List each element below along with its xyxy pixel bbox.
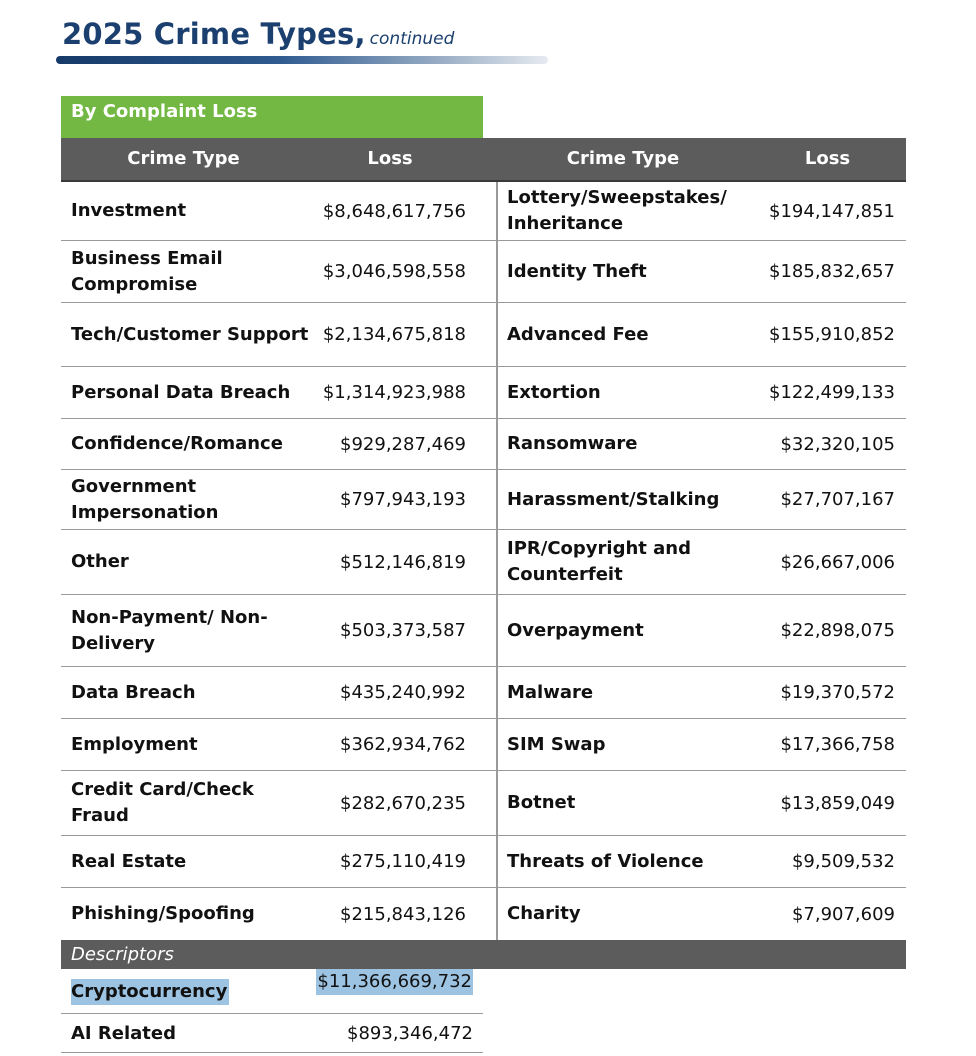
- loss-cell: $32,320,105: [780, 433, 895, 455]
- loss-cell: $2,134,675,818: [322, 324, 466, 345]
- descriptor-name: Cryptocurrency: [71, 979, 229, 1005]
- table-row: [61, 888, 906, 940]
- table-row: [61, 241, 906, 303]
- loss-cell: $512,146,819: [340, 551, 466, 573]
- crime-type-cell: Business Email Compromise: [71, 247, 223, 295]
- table-row: [61, 836, 906, 888]
- loss-cell: $17,366,758: [780, 734, 895, 755]
- descriptor-name: AI Related: [71, 1023, 176, 1044]
- table-row: [61, 595, 906, 667]
- table-row: [61, 771, 906, 836]
- loss-cell: $929,287,469: [340, 433, 466, 455]
- page-title: [62, 17, 454, 51]
- loss-cell: $362,934,762: [340, 734, 466, 755]
- table-row: [61, 419, 906, 470]
- crime-type-cell: IPR/Copyright and Counterfeit: [507, 538, 691, 585]
- crime-type-cell: Investment: [71, 200, 187, 221]
- loss-cell: $1,314,923,988: [322, 382, 466, 403]
- table-header: [61, 138, 906, 182]
- crime-type-cell: Lottery/Sweepstakes/ Inheritance: [507, 187, 727, 234]
- loss-cell: $503,373,587: [340, 620, 466, 641]
- header-loss-right: Loss: [804, 148, 851, 169]
- table-row: [61, 470, 906, 530]
- section-label: By Complaint Loss: [61, 96, 483, 138]
- loss-cell: $194,147,851: [769, 200, 895, 222]
- descriptor-row: [61, 1014, 483, 1053]
- crime-type-cell: Employment: [71, 733, 198, 755]
- crime-type-cell: Ransomware: [507, 433, 638, 454]
- loss-cell: $27,707,167: [780, 489, 895, 510]
- loss-cell: $22,898,075: [780, 620, 895, 641]
- header-loss-left: Loss: [367, 148, 413, 169]
- crime-type-cell: Advanced Fee: [507, 323, 649, 345]
- table-row: [61, 303, 906, 367]
- crime-type-cell: Personal Data Breach: [71, 381, 291, 403]
- loss-cell: $122,499,133: [769, 382, 895, 403]
- loss-table: [61, 182, 906, 940]
- crime-type-cell: SIM Swap: [507, 733, 606, 755]
- loss-cell: $26,667,006: [780, 551, 895, 573]
- descriptors-header: Descriptors: [61, 940, 906, 969]
- crime-type-cell: Real Estate: [71, 850, 187, 872]
- loss-cell: $13,859,049: [780, 792, 895, 814]
- crime-type-cell: Botnet: [507, 792, 576, 813]
- crime-type-cell: Malware: [507, 681, 594, 703]
- loss-cell: $3,046,598,558: [322, 261, 466, 282]
- loss-cell: $275,110,419: [340, 851, 466, 872]
- crime-type-cell: Charity: [507, 903, 581, 924]
- page-title-continued: continued: [369, 29, 455, 49]
- descriptor-loss: $11,366,669,732: [316, 969, 473, 995]
- table-row: [61, 667, 906, 719]
- crime-type-cell: Other: [71, 551, 129, 572]
- header-crime-type-right: Crime Type: [566, 148, 680, 169]
- crime-type-cell: Tech/Customer Support: [71, 323, 309, 345]
- loss-cell: $282,670,235: [340, 792, 466, 814]
- descriptor-row: [61, 969, 483, 1014]
- crime-type-cell: Harassment/Stalking: [507, 488, 720, 510]
- table-row: [61, 530, 906, 595]
- loss-cell: $155,910,852: [769, 324, 895, 345]
- descriptor-loss: $893,346,472: [347, 1023, 473, 1044]
- crime-type-cell: Extortion: [507, 381, 601, 403]
- crime-type-cell: Threats of Violence: [507, 850, 704, 872]
- page-title-main: 2025 Crime Types,: [62, 17, 366, 51]
- crime-type-cell: Identity Theft: [507, 260, 647, 282]
- crime-type-cell: Phishing/Spoofing: [71, 903, 255, 924]
- table-row: [61, 719, 906, 771]
- loss-cell: $19,370,572: [780, 682, 895, 703]
- loss-cell: $9,509,532: [791, 851, 895, 872]
- loss-cell: $185,832,657: [769, 261, 895, 282]
- crime-type-cell: Government Impersonation: [71, 475, 219, 523]
- loss-cell: $797,943,193: [340, 489, 466, 510]
- loss-cell: $215,843,126: [340, 903, 466, 925]
- crime-type-cell: Data Breach: [71, 681, 196, 703]
- crime-type-cell: Overpayment: [507, 619, 644, 641]
- loss-cell: $8,648,617,756: [322, 200, 466, 222]
- header-crime-type-left: Crime Type: [127, 148, 240, 169]
- loss-cell: $7,907,609: [791, 903, 895, 925]
- title-underline: [56, 56, 548, 64]
- crime-type-cell: Credit Card/Check Fraud: [71, 779, 254, 826]
- crime-type-cell: Non-Payment/ Non-Delivery: [71, 606, 268, 654]
- table-row: [61, 182, 906, 241]
- table-row: [61, 367, 906, 419]
- loss-cell: $435,240,992: [340, 682, 466, 703]
- crime-type-cell: Confidence/Romance: [71, 433, 283, 454]
